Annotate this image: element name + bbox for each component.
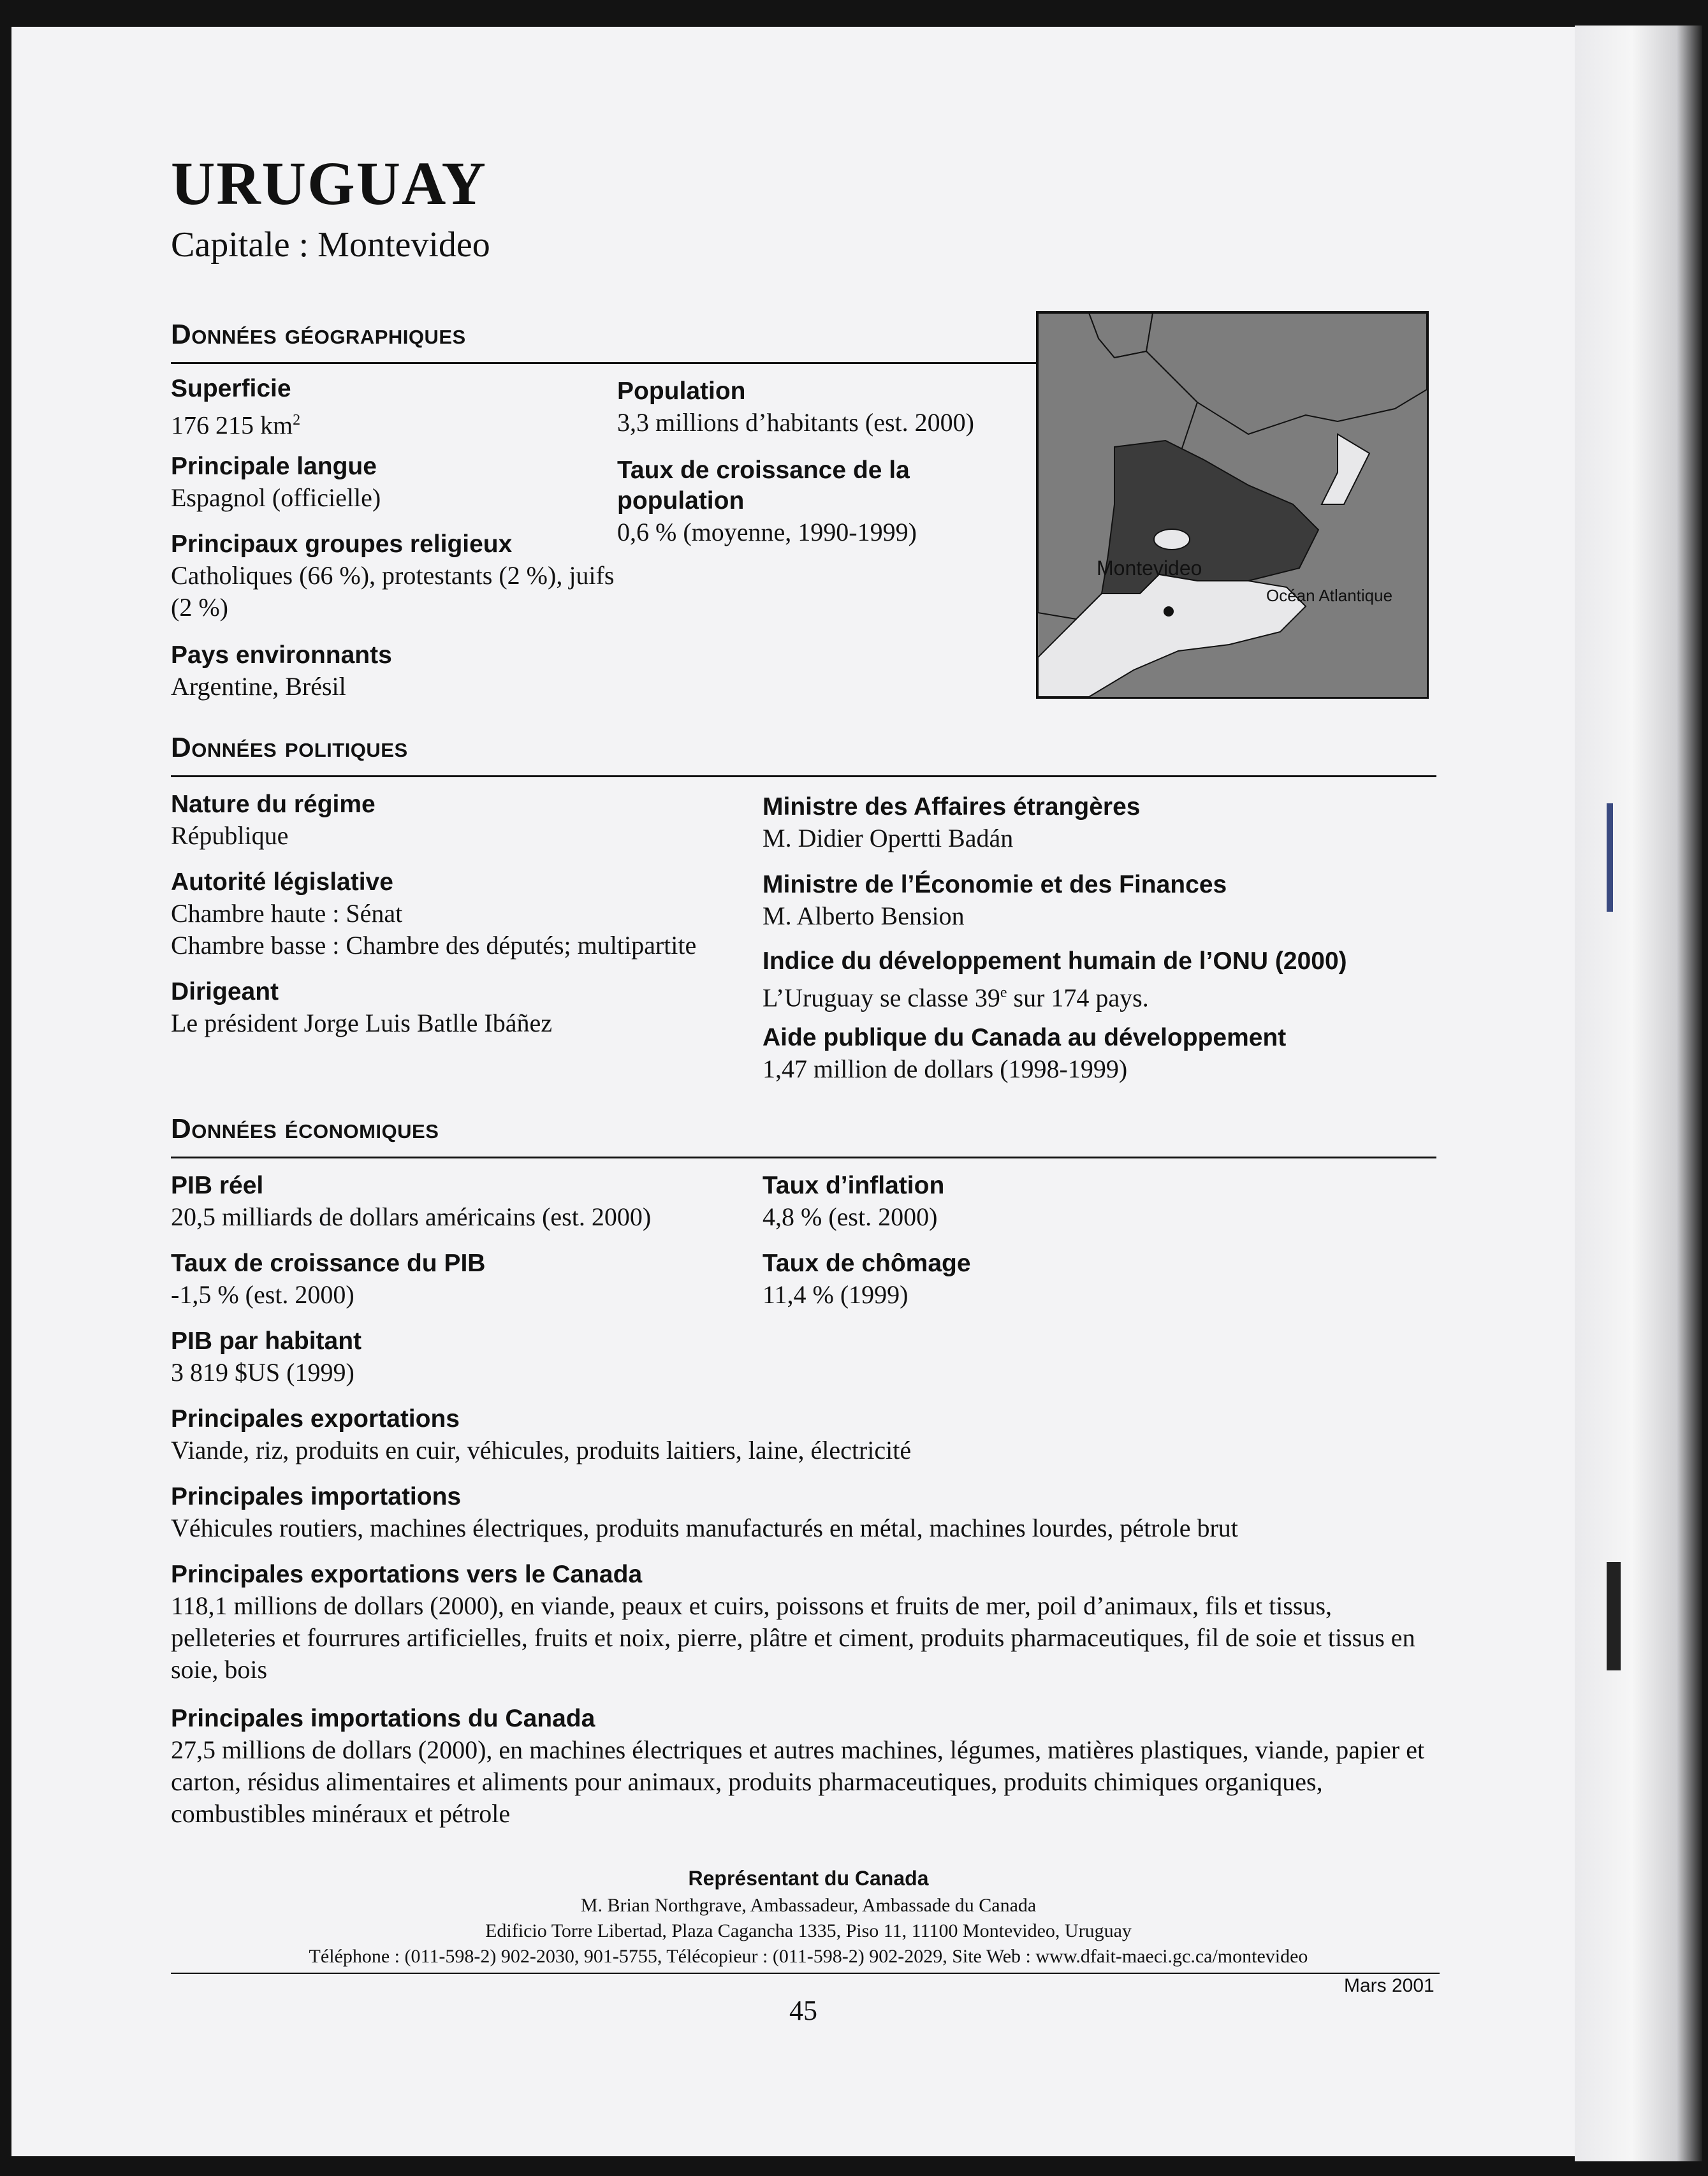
inflation-value: 4,8 % (est. 2000): [763, 1202, 938, 1231]
capital-line: Capitale : Montevideo: [171, 225, 490, 265]
autorite-line-2: Chambre basse : Chambre des députés; multipartite: [171, 931, 697, 960]
voisins-label: Pays environnants: [171, 641, 392, 669]
croissance-pib-label: Taux de croissance du PIB: [171, 1250, 486, 1277]
exportations-field: [171, 1404, 1440, 1466]
affaires-value: M. Didier Opertti Badán: [763, 824, 1014, 852]
eco-section-rule: [171, 1157, 1436, 1158]
idh-label: Indice du développement humain de l’ONU (2000): [763, 947, 1347, 975]
representative-name: M. Brian Northgrave, Ambassadeur, Ambassade du Canada: [580, 1895, 1037, 1916]
dirigeant-field: [171, 977, 745, 1039]
religion-field: [171, 529, 617, 624]
religion-value: Catholiques (66 %), protestants (2 %), juifs (2 %): [171, 561, 615, 622]
importations-field: [171, 1482, 1440, 1544]
pib-label: PIB réel: [171, 1172, 264, 1199]
capital-marker-icon: [1164, 606, 1174, 617]
exportations-canada-field: [171, 1559, 1440, 1686]
inflation-field: [763, 1171, 1400, 1233]
chomage-label: Taux de chômage: [763, 1250, 971, 1277]
book-page-edge: [1575, 26, 1702, 2161]
chomage-field: [763, 1248, 1400, 1311]
population-value: 3,3 millions d’habitants (est. 2000): [617, 408, 974, 437]
idh-field: [763, 946, 1438, 1014]
dirigeant-value: Le président Jorge Luis Batlle Ibáñez: [171, 1009, 552, 1037]
pib-habitant-field: [171, 1326, 745, 1389]
autorite-field: [171, 867, 757, 961]
croissance-pop-field: [617, 455, 1000, 548]
regime-label: Nature du régime: [171, 791, 376, 818]
economie-field: [763, 870, 1438, 932]
regime-field: [171, 789, 745, 852]
pol-section-heading: Données politiques: [171, 732, 408, 763]
representative-address: Edificio Torre Libertad, Plaza Cagancha 1335, Piso 11, 11100 Montevideo, Uruguay: [485, 1920, 1132, 1941]
inflation-label: Taux d’inflation: [763, 1172, 945, 1199]
exportations-value: Viande, riz, produits en cuir, véhicules, produits laitiers, laine, électricité: [171, 1436, 912, 1464]
affaires-field: [763, 792, 1438, 854]
importations-canada-field: [171, 1704, 1440, 1830]
population-field: [617, 376, 1025, 439]
langue-field: [171, 451, 617, 514]
geo-section-heading: Données géographiques: [171, 319, 466, 350]
pib-field: [171, 1171, 757, 1233]
autorite-label: Autorité législative: [171, 868, 393, 896]
croissance-pop-label: Taux de croissance de la population: [617, 456, 910, 515]
superficie-label: Superficie: [171, 375, 291, 402]
importations-canada-value: 27,5 millions de dollars (2000), en machines électriques et autres machines, légumes, matières plastiques, viande, papier et carton, résidus alimentaires et aliments pour animaux, produits pharmaceutiques, produits chimiques organiques, combustibles minéraux et pétrole: [171, 1735, 1425, 1828]
langue-value: Espagnol (officielle): [171, 483, 381, 512]
population-label: Population: [617, 377, 746, 405]
map-graphic: [1038, 313, 1427, 697]
idh-value: L’Uruguay se classe 39e sur 174 pays.: [763, 983, 1149, 1012]
eco-section-heading: Données économiques: [171, 1113, 439, 1144]
page-title: URUGUAY: [171, 149, 487, 217]
langue-label: Principale langue: [171, 453, 377, 480]
regime-value: République: [171, 821, 289, 850]
importations-canada-label: Principales importations du Canada: [171, 1705, 595, 1732]
representative-contact: Téléphone : (011-598-2) 902-2030, 901-5755, Télécopieur : (011-598-2) 902-2029, Site Web : www.dfait-maeci.gc.ca/montevideo: [309, 1946, 1308, 1967]
map-ocean-label: Océan Atlantique: [1266, 586, 1393, 605]
pol-section-rule: [171, 775, 1436, 777]
exportations-canada-label: Principales exportations vers le Canada: [171, 1561, 643, 1588]
exportations-label: Principales exportations: [171, 1405, 460, 1433]
economie-label: Ministre de l’Économie et des Finances: [763, 871, 1227, 898]
importations-label: Principales importations: [171, 1483, 462, 1510]
dirigeant-label: Dirigeant: [171, 978, 279, 1005]
croissance-pib-value: -1,5 % (est. 2000): [171, 1280, 354, 1309]
footer-rule: [171, 1973, 1440, 1974]
croissance-pib-field: [171, 1248, 745, 1311]
aide-field: [763, 1023, 1438, 1085]
page-edge-tab: [1607, 803, 1613, 912]
map-city-label: Montevideo: [1097, 557, 1202, 580]
pib-habitant-label: PIB par habitant: [171, 1327, 362, 1355]
aide-value: 1,47 million de dollars (1998-1999): [763, 1055, 1128, 1083]
economie-value: M. Alberto Bension: [763, 902, 965, 930]
aide-label: Aide publique du Canada au développement: [763, 1024, 1287, 1051]
uruguay-map: [1036, 311, 1429, 699]
page-number: 45: [789, 1995, 817, 2026]
page-edge-clip: [1607, 1562, 1621, 1670]
affaires-label: Ministre des Affaires étrangères: [763, 793, 1141, 821]
voisins-field: [171, 640, 617, 703]
superficie-field: [171, 374, 617, 441]
pib-value: 20,5 milliards de dollars américains (est. 2000): [171, 1202, 652, 1231]
geo-section-rule: [171, 362, 1038, 364]
chomage-value: 11,4 % (1999): [763, 1280, 909, 1309]
publication-date: Mars 2001: [1344, 1975, 1434, 1996]
autorite-line-1: Chambre haute : Sénat: [171, 899, 403, 928]
representative-heading: Représentant du Canada: [688, 1867, 929, 1890]
superficie-value: 176 215 $km^2$: [171, 411, 301, 440]
religion-label: Principaux groupes religieux: [171, 530, 513, 558]
pib-habitant-value: 3 819 $US (1999): [171, 1358, 354, 1387]
croissance-pop-value: 0,6 % (moyenne, 1990-1999): [617, 518, 917, 546]
exportations-canada-value: 118,1 millions de dollars (2000), en viande, peaux et cuirs, poissons et fruits de mer, poil d’animaux, fils et tissus, pelleteries et fourrures artificielles, fruits et noix, pierre, plâtre et ciment, produits pharmaceutiques, fil de soie et tissus en soie, bois: [171, 1591, 1415, 1684]
importations-value: Véhicules routiers, machines électriques, produits manufacturés en métal, machines lourdes, pétrole brut: [171, 1514, 1238, 1542]
voisins-value: Argentine, Brésil: [171, 672, 346, 701]
